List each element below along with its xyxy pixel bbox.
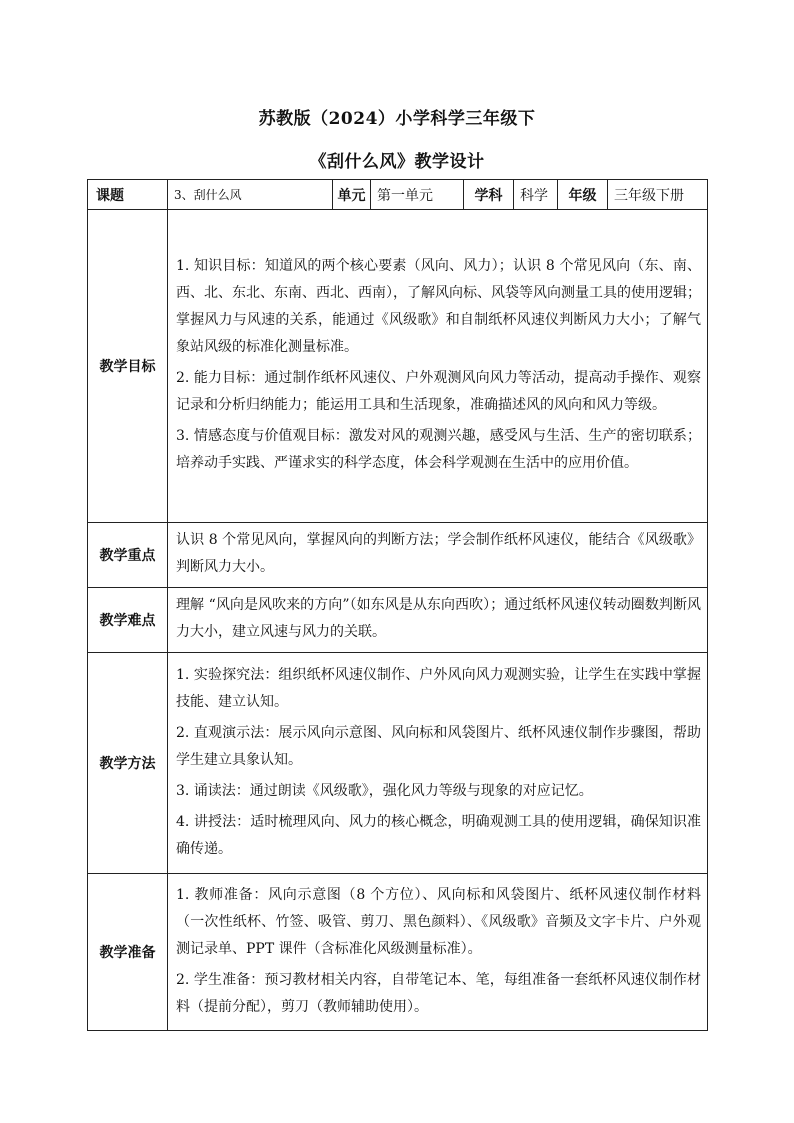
- grade-value: 三年级下册: [608, 180, 708, 210]
- topic-value: 3、刮什么风: [168, 180, 333, 210]
- objectives-row: [88, 210, 708, 523]
- unit-label: 单元: [333, 180, 371, 210]
- difficulties-para: 理解 “风向是风吹来的方向”（如东风是从东向西吹）；通过纸杯风速仪转动圈数判断风力大小，建立风速与风力的关联。: [176, 597, 701, 640]
- document-subtitle: 《刮什么风》教学设计: [309, 152, 485, 172]
- preparation-para: 2. 学生准备：预习教材相关内容，自带笔记本、笔，每组准备一套纸杯风速仪制作材料（提前分配），剪刀（教师辅助使用）。: [176, 971, 701, 1015]
- preparation-content: [168, 874, 708, 1031]
- preparation-para: 1. 教师准备：风向示意图（8 个方位）、风向标和风袋图片、纸杯风速仪制作材料（一次性纸杯、竹签、吸管、剪刀、黑色颜料）、《风级歌》音频及文字卡片、户外观测记录单、PPT 课件（含标准化风级测量标准）。: [176, 886, 701, 957]
- methods-row: [88, 653, 708, 874]
- lesson-plan-table: [87, 179, 708, 1031]
- methods-label: 教学方法: [88, 653, 168, 874]
- topic-label: 课题: [88, 180, 168, 210]
- key-points-para: 认识 8 个常见风向，掌握风向的判断方法；学会制作纸杯风速仪，能结合《风级歌》判断风力大小。: [176, 532, 701, 575]
- objectives-para: 3. 情感态度与价值观目标：激发对风的观测兴趣，感受风与生活、生产的密切联系；培养动手实践、严谨求实的科学态度，体会科学观测在生活中的应用价值。: [176, 428, 701, 471]
- objectives-para: 1. 知识目标：知道风的两个核心要素（风向、风力）；认识 8 个常见风向（东、南、西、北、东北、东南、西北、西南），了解风向标、风袋等风向测量工具的使用逻辑；掌握风力与风速的关系，能通过《风级歌》和自制纸杯风速仪判断风力大小；了解气象站风级的标准化测量标准。: [176, 258, 701, 355]
- subject-value: 科学: [514, 180, 558, 210]
- objectives-para: 2. 能力目标：通过制作纸杯风速仪、户外观测风向风力等活动，提高动手操作、观察记录和分析归纳能力；能运用工具和生活现象，准确描述风的风向和风力等级。: [176, 370, 701, 413]
- difficulties-row: [88, 588, 708, 653]
- preparation-label: 教学准备: [88, 874, 168, 1031]
- key-points-row: [88, 523, 708, 588]
- header-row: [88, 180, 708, 210]
- subject-label: 学科: [464, 180, 514, 210]
- methods-para: 2. 直观演示法：展示风向示意图、风向标和风袋图片、纸杯风速仪制作步骤图，帮助学生建立具象认知。: [176, 724, 701, 768]
- preparation-row: [88, 874, 708, 1031]
- objectives-content: [168, 210, 708, 523]
- key-points-content: [168, 523, 708, 588]
- methods-para: 4. 讲授法：适时梳理风向、风力的核心概念，明确观测工具的使用逻辑，确保知识准确传递。: [176, 813, 701, 857]
- grade-label: 年级: [558, 180, 608, 210]
- difficulties-label: 教学难点: [88, 588, 168, 653]
- unit-value: 第一单元: [371, 180, 464, 210]
- document-title: 苏教版（2024）小学科学三年级下: [258, 109, 536, 129]
- methods-content: [168, 653, 708, 874]
- methods-para: 3. 诵读法：通过朗读《风级歌》，强化风力等级与现象的对应记忆。: [176, 782, 593, 799]
- methods-para: 1. 实验探究法：组织纸杯风速仪制作、户外风向风力观测实验，让学生在实践中掌握技能、建立认知。: [176, 666, 701, 710]
- key-points-label: 教学重点: [88, 523, 168, 588]
- objectives-label: 教学目标: [88, 210, 168, 523]
- difficulties-content: [168, 588, 708, 653]
